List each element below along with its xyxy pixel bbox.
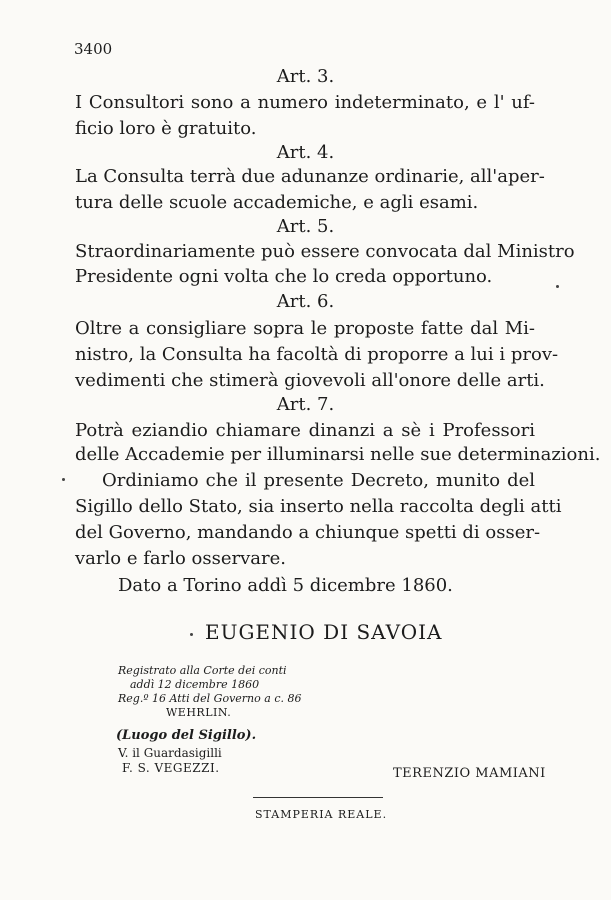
ink-speck [190, 633, 193, 636]
closing-line: varlo e farlo osservare. [75, 548, 286, 569]
countersigner-name: TERENZIO MAMIANI [393, 766, 546, 781]
article-3-line: I Consultori sono a numero indeterminato, e l' uf- [75, 92, 535, 113]
seal-place: (Luogo del Sigillo). [116, 728, 257, 743]
article-5-line: Straordinariamente può essere convocata dal Ministro [75, 241, 575, 262]
registration-line: WEHRLIN. [166, 706, 232, 719]
ink-speck [556, 285, 559, 288]
article-6-line: Oltre a consigliare sopra le proposte fatte dal Mi- [75, 318, 535, 339]
printer-name: STAMPERIA REALE. [255, 808, 388, 821]
article-3-heading: Art. 3. [276, 66, 335, 87]
registration-line: Registrato alla Corte dei conti [118, 664, 287, 677]
article-4-line: tura delle scuole accademiche, e agli esami. [75, 192, 479, 213]
article-6-heading: Art. 6. [276, 291, 335, 312]
divider [253, 797, 383, 798]
ink-speck [62, 478, 65, 481]
article-7-heading: Art. 7. [276, 394, 335, 415]
date-line: Dato a Torino addì 5 dicembre 1860. [118, 575, 453, 596]
keeper-of-seal: V. il Guardasigilli [118, 746, 222, 760]
article-3-line: ficio loro è gratuito. [75, 118, 257, 139]
closing-line: Ordiniamo che il presente Decreto, munito del [102, 470, 535, 491]
article-7-line: delle Accademie per illuminarsi nelle sue determinazioni. [75, 444, 601, 465]
article-7-line: Potrà eziandio chiamare dinanzi a sè i Professori [75, 420, 535, 441]
page-number: 3400 [74, 40, 113, 58]
article-5-line: Presidente ogni volta che lo creda opportuno. [75, 266, 493, 287]
article-6-line: vedimenti che stimerà giovevoli all'onore delle arti. [75, 370, 545, 391]
registration-line: addì 12 dicembre 1860 [130, 678, 260, 691]
article-6-line: nistro, la Consulta ha facoltà di proporre a lui i prov- [75, 344, 559, 365]
article-5-heading: Art. 5. [276, 216, 335, 237]
closing-line: del Governo, mandando a chiunque spetti di osser- [75, 522, 541, 543]
article-4-line: La Consulta terrà due adunanze ordinarie, all'aper- [75, 166, 545, 187]
keeper-name: F. S. VEGEZZI. [122, 761, 220, 775]
signer-name: EUGENIO DI SAVOIA [205, 620, 443, 644]
registration-line: Reg.º 16 Atti del Governo a c. 86 [118, 692, 302, 705]
closing-line: Sigillo dello Stato, sia inserto nella raccolta degli atti [75, 496, 562, 517]
article-4-heading: Art. 4. [276, 142, 335, 163]
